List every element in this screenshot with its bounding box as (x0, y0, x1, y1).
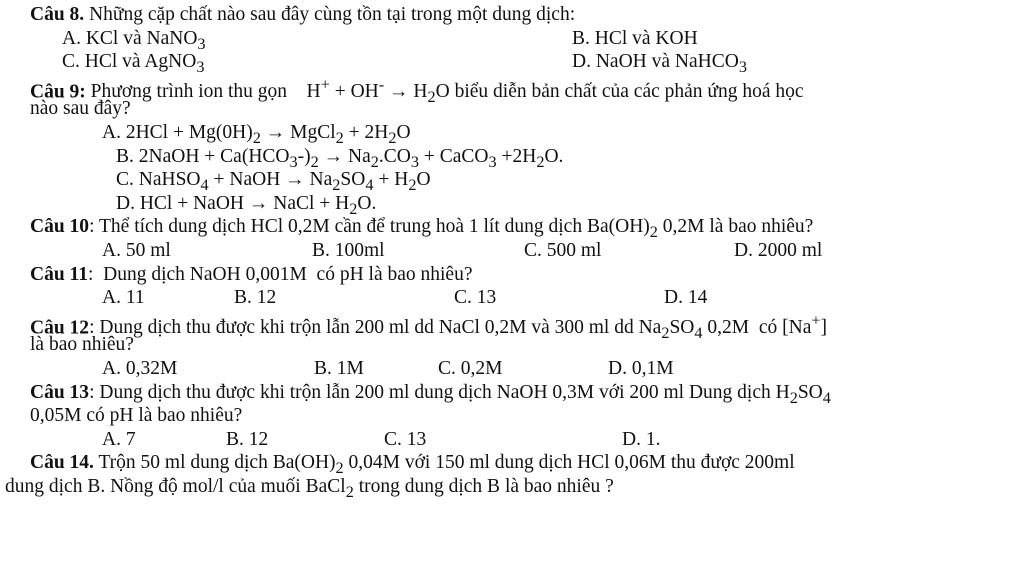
question-12 (30, 310, 1024, 343)
question-14 (30, 451, 1024, 478)
question-label: Câu 12 (30, 317, 90, 339)
option-d[interactable]: D. 0,1M (608, 357, 674, 379)
question-9 (30, 74, 1024, 107)
options-row (30, 428, 1024, 452)
options-row (30, 357, 1024, 381)
option-d[interactable]: D. 14 (664, 287, 708, 309)
option-c[interactable]: C. 13 (384, 428, 427, 450)
options-row (30, 27, 1024, 51)
question-text: Những cặp chất nào sau đây cùng tồn tại trong một dung dịch: (84, 4, 576, 25)
option-c[interactable]: C. 500 ml (524, 239, 602, 261)
question-label: Câu 13 (30, 381, 90, 403)
option-a[interactable]: A. 50 ml (102, 239, 171, 261)
option-d[interactable]: D. 2000 ml (734, 239, 823, 261)
option-b[interactable]: B. 100ml (312, 239, 385, 261)
option-a[interactable]: A. 7 (102, 428, 136, 450)
question-label: Câu 9: (30, 81, 86, 103)
question-13 (30, 381, 1024, 405)
question-text: Phương trình ion thu gọn $H^+ + OH^- \to H_2O$ biểu diễn bản chất của các phản ứng hoá học (85, 75, 804, 107)
question-label: Câu 8. (30, 4, 85, 25)
question-10 (30, 215, 1024, 242)
option-c[interactable]: C. 13 (454, 287, 497, 309)
option-d[interactable]: D. HCl + NaOH → NaCl + $H_2O$. (116, 192, 377, 218)
option-a[interactable]: A. 0,32M (102, 357, 178, 379)
option-d[interactable]: D. 1. (622, 428, 661, 450)
question-label: Câu 14. (30, 452, 94, 474)
question-label: Câu 11 (30, 263, 88, 285)
question-text: Trộn 50 ml dung dịch $Ba(OH)_2$ 0,04M với 150 ml dung dịch HCl 0,06M thu được 200ml (93, 452, 795, 478)
option-a[interactable]: A. KCl và NaNO$_3$ (62, 27, 206, 53)
option-a[interactable]: A. $2HCl + Mg(0H)_2$ → MgCl$_2$ + $2H_2O$ (102, 121, 411, 147)
question-text-continued: nào sau đây? (30, 98, 131, 120)
question-8 (30, 3, 1024, 27)
options-row (30, 286, 1024, 310)
question-text: : Dung dịch thu được khi trộn lẫn 200 ml dung dịch NaOH 0,3M với 200 ml Dung dịch $H_2SO_4$ (89, 381, 831, 407)
question-label: Câu 10 (30, 216, 90, 238)
options-row (30, 239, 1024, 263)
option-b[interactable]: B. 1M (314, 357, 364, 379)
options-row (30, 50, 1024, 77)
option-c[interactable]: C. 0,2M (438, 357, 503, 379)
option-b[interactable]: B. HCl và KOH (572, 27, 698, 49)
question-text: : Dung dịch thu được khi trộn lẫn 200 ml dd NaCl 0,2M và 300 ml dd $Na_2SO_4$ 0,2M có [Na+] (89, 311, 828, 343)
question-text: : Thể tích dung dịch HCl 0,2M cần để trung hoà 1 lít dung dịch $Ba(OH)_2$ 0,2M là bao nhiêu? (89, 216, 814, 242)
option-b[interactable]: B. 2NaOH + $Ca(HCO_3-)_2 \to Na_2.CO_3$ + CaCO$_3$ $+2H_2O$. (116, 145, 564, 171)
question-11 (30, 263, 1024, 287)
option-b[interactable]: B. 12 (226, 428, 269, 450)
question-text: : Dung dịch NaOH 0,001M có pH là bao nhiêu? (87, 263, 473, 285)
option-a[interactable]: A. 11 (102, 287, 145, 309)
option-c[interactable]: C. NaHSO$_4$ + NaOH → $Na_2SO_4 + H_2O$ (116, 169, 431, 195)
question-text-continued: là bao nhiêu? (30, 334, 134, 356)
option-c[interactable]: C. HCl và AgNO$_3$ (62, 51, 205, 77)
option-d[interactable]: D. NaOH và NaHCO$_3$ (572, 51, 747, 77)
question-text-continued: dung dịch B. Nồng độ mol/l của muối BaCl$_2$ trong dung dịch B là bao nhiêu ? (5, 475, 614, 501)
option-b[interactable]: B. 12 (234, 287, 277, 309)
question-text-continued: 0,05M có pH là bao nhiêu? (30, 405, 243, 427)
